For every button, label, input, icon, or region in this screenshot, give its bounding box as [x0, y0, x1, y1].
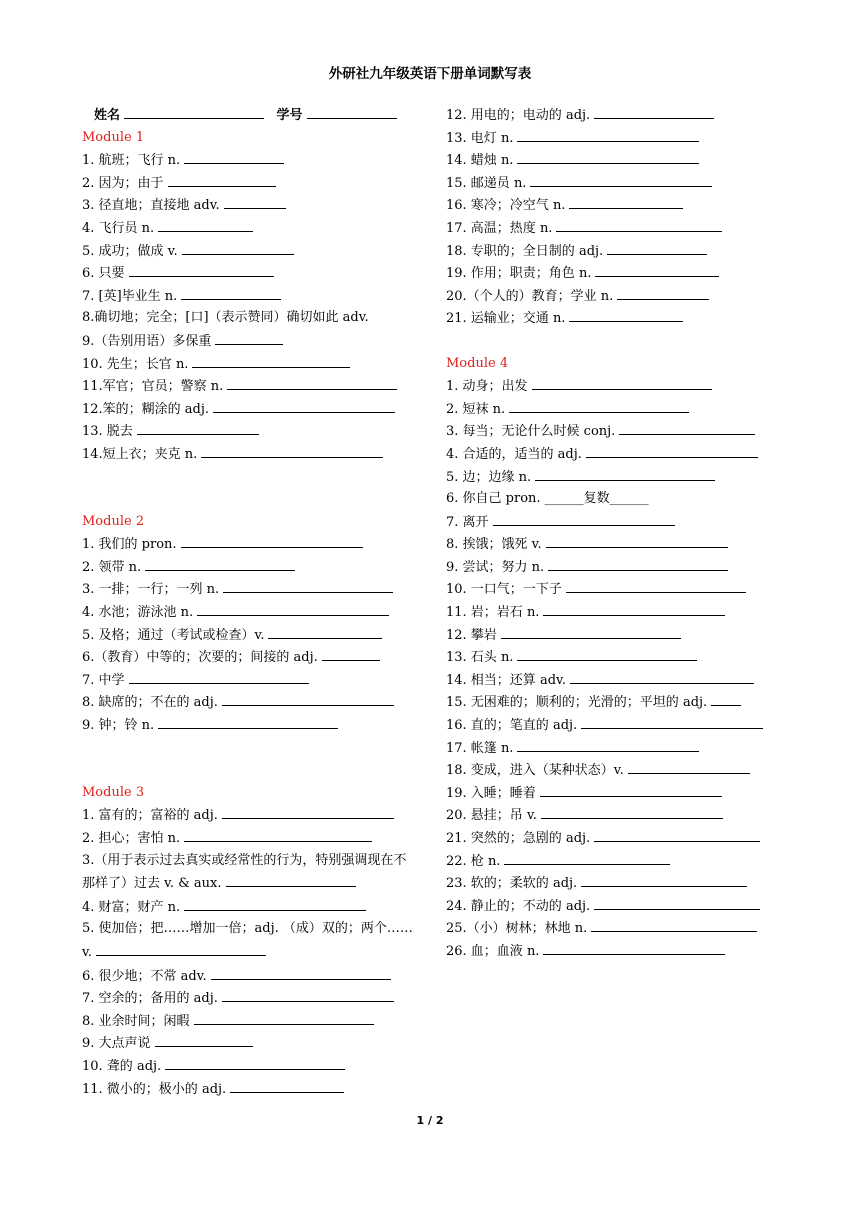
- vocab-item: [446, 307, 782, 330]
- vocab-prompt: 22. 枪 n.: [446, 853, 501, 869]
- vocab-prompt: 9. 尝试；努力 n.: [446, 559, 545, 575]
- vocab-item: [446, 149, 782, 172]
- answer-blank[interactable]: [570, 669, 754, 684]
- vocab-item: [446, 104, 782, 127]
- vocab-prompt: 17. 高温；热度 n.: [446, 220, 553, 236]
- vocab-item: [446, 714, 782, 737]
- vocab-prompt: 21. 运输业；交通 n.: [446, 311, 566, 327]
- answer-blank[interactable]: [129, 669, 309, 684]
- vocab-prompt: 4. 水池；游泳池 n.: [82, 605, 194, 621]
- answer-blank[interactable]: [181, 533, 363, 548]
- vocab-item: [446, 556, 782, 579]
- answer-blank[interactable]: [184, 896, 366, 911]
- answer-blank[interactable]: [591, 917, 757, 932]
- vocab-item: [446, 488, 782, 511]
- spacer: [82, 737, 418, 782]
- vocab-prompt: 1. 航班；飞行 n.: [82, 153, 181, 169]
- vocab-item: [446, 872, 782, 895]
- answer-blank[interactable]: [155, 1032, 253, 1047]
- vocab-prompt: 2. 因为；由于: [82, 175, 164, 191]
- vocab-item: [82, 420, 418, 443]
- vocab-item: [446, 737, 782, 760]
- answer-blank[interactable]: [224, 194, 286, 209]
- answer-blank[interactable]: [540, 782, 722, 797]
- answer-blank[interactable]: [96, 941, 266, 956]
- vocab-item: [446, 194, 782, 217]
- vocab-prompt: 6. 你自己 pron. ______复数______: [446, 491, 649, 507]
- vocab-prompt: 16. 直的；笔直的 adj.: [446, 718, 578, 734]
- answer-blank[interactable]: [145, 556, 295, 571]
- vocab-prompt: 7. 中学: [82, 672, 125, 688]
- vocab-item: [446, 850, 782, 873]
- vocab-prompt: 3. 径直地；直接地 adv.: [82, 198, 220, 214]
- vocab-item: [82, 330, 418, 353]
- vocab-prompt: 20.（个人的）教育；学业 n.: [446, 288, 614, 304]
- answer-blank[interactable]: [594, 827, 760, 842]
- vocab-item: [446, 804, 782, 827]
- vocab-prompt: 11. 微小的；极小的 adj.: [82, 1081, 227, 1097]
- vocab-item: [82, 827, 418, 850]
- module1-list: [82, 149, 418, 465]
- vocab-prompt: 21. 突然的；急剧的 adj.: [446, 831, 591, 846]
- answer-blank[interactable]: [543, 940, 725, 955]
- vocab-item: [446, 375, 782, 398]
- vocab-item: [82, 307, 418, 330]
- vocab-prompt: 17. 帐篷 n.: [446, 740, 514, 756]
- vocab-item: [446, 285, 782, 308]
- answer-blank[interactable]: [168, 172, 276, 187]
- vocab-item: [446, 917, 782, 940]
- vocab-prompt: 11. 岩；岩石 n.: [446, 605, 540, 621]
- answer-blank[interactable]: [594, 104, 714, 119]
- vocab-item: [82, 1032, 418, 1055]
- vocab-prompt: 8. 缺席的；不在的 adj.: [82, 695, 218, 711]
- answer-blank[interactable]: [222, 691, 394, 706]
- answer-blank[interactable]: [517, 646, 697, 661]
- answer-blank[interactable]: [595, 262, 719, 277]
- answer-blank[interactable]: [129, 262, 274, 277]
- answer-blank[interactable]: [268, 624, 382, 639]
- vocab-item: [82, 850, 418, 896]
- answer-blank[interactable]: [223, 578, 393, 593]
- vocab-item: [82, 172, 418, 195]
- answer-blank[interactable]: [184, 149, 284, 164]
- spacer: [82, 466, 418, 511]
- vocab-item: [82, 714, 418, 737]
- vocab-prompt: 18. 变成，进入（某种状态）v.: [446, 763, 624, 779]
- answer-blank[interactable]: [222, 987, 394, 1002]
- vocab-prompt: 4. 合适的，适当的 adj.: [446, 446, 582, 462]
- answer-blank[interactable]: [197, 601, 389, 616]
- answer-blank[interactable]: [517, 149, 699, 164]
- vocab-item: [82, 262, 418, 285]
- vocab-prompt: 13. 电灯 n.: [446, 130, 514, 146]
- right-column: [446, 104, 782, 963]
- vocab-item: [82, 353, 418, 376]
- vocab-item: [82, 1055, 418, 1078]
- vocab-item: [82, 285, 418, 308]
- vocab-item: [82, 217, 418, 240]
- answer-blank[interactable]: [211, 965, 391, 980]
- module-heading: Module 4: [446, 355, 509, 371]
- answer-blank[interactable]: [607, 240, 707, 255]
- vocab-item: [446, 578, 782, 601]
- answer-blank[interactable]: [617, 285, 709, 300]
- vocab-prompt: 3. 一排；一行；一列 n.: [82, 582, 220, 598]
- vocab-prompt: 16. 寒冷；冷空气 n.: [446, 198, 566, 214]
- answer-blank[interactable]: [543, 601, 725, 616]
- vocab-item: [446, 601, 782, 624]
- vocab-item: [82, 918, 418, 964]
- answer-blank[interactable]: [517, 737, 699, 752]
- answer-blank[interactable]: [535, 466, 715, 481]
- vocab-prompt: 9. 大点声说: [82, 1036, 151, 1052]
- vocab-prompt: 10. 先生；长官 n.: [82, 356, 189, 372]
- vocab-item: [82, 601, 418, 624]
- vocab-prompt: 26. 血；血液 n.: [446, 943, 540, 959]
- vocab-item: [82, 375, 418, 398]
- answer-blank[interactable]: [184, 827, 372, 842]
- answer-blank[interactable]: [227, 375, 397, 390]
- answer-blank[interactable]: [194, 1010, 374, 1025]
- vocab-prompt: 1. 动身；出发: [446, 379, 528, 395]
- vocab-prompt: 15. 无困难的；顺利的；光滑的；平坦的 adj.: [446, 695, 708, 711]
- vocab-prompt: 25.（小）树林；林地 n.: [446, 921, 588, 937]
- answer-blank[interactable]: [137, 420, 259, 435]
- answer-blank[interactable]: [501, 624, 681, 639]
- answer-blank[interactable]: [548, 556, 728, 571]
- answer-blank[interactable]: [586, 443, 758, 458]
- answer-blank[interactable]: [546, 533, 728, 548]
- vocab-prompt: 3. 每当；无论什么时候 conj.: [446, 424, 616, 440]
- vocab-prompt: 14.短上衣；夹克 n.: [82, 446, 198, 462]
- answer-blank[interactable]: [158, 217, 253, 232]
- vocab-item: [446, 646, 782, 669]
- spacer: [446, 330, 782, 353]
- vocab-item: [446, 172, 782, 195]
- vocab-prompt: 5. 及格；通过（考试或检查）v.: [82, 627, 265, 643]
- answer-blank[interactable]: [594, 895, 760, 910]
- vocab-item: [82, 578, 418, 601]
- vocab-prompt: 7. 空余的；备用的 adj.: [82, 991, 218, 1007]
- vocab-prompt: 14. 蜡烛 n.: [446, 153, 514, 169]
- vocab-item: [446, 262, 782, 285]
- vocab-item: [446, 895, 782, 918]
- vocab-prompt: 7. [英]毕业生 n.: [82, 288, 178, 304]
- vocab-item: [82, 1010, 418, 1033]
- vocab-item: [446, 782, 782, 805]
- vocab-item: [82, 533, 418, 556]
- answer-blank[interactable]: [213, 398, 395, 413]
- answer-blank[interactable]: [192, 353, 350, 368]
- vocab-item: [82, 965, 418, 988]
- vocab-prompt: 5. 边；边缘 n.: [446, 469, 532, 485]
- vocab-item: [446, 443, 782, 466]
- vocab-prompt: 6. 只要: [82, 266, 125, 282]
- vocab-prompt: 20. 悬挂；吊 v.: [446, 808, 537, 824]
- module3-continued-list: [446, 104, 782, 330]
- answer-blank[interactable]: [182, 240, 294, 255]
- vocab-prompt: 1. 富有的；富裕的 adj.: [82, 808, 218, 824]
- vocab-prompt: 6.（教育）中等的；次要的；间接的 adj.: [82, 650, 318, 666]
- vocab-prompt: 2. 领带 n.: [82, 559, 142, 575]
- vocab-prompt: 5. 使加倍；把……增加一倍；adj. （成）双的；两个……v.: [82, 921, 413, 960]
- id-blank[interactable]: [307, 104, 397, 119]
- vocab-prompt: 24. 静止的；不动的 adj.: [446, 898, 591, 914]
- vocab-item: [82, 691, 418, 714]
- answer-blank[interactable]: [566, 578, 746, 593]
- vocab-item: [82, 804, 418, 827]
- vocab-prompt: 12.笨的；糊涂的 adj.: [82, 401, 210, 417]
- vocab-item: [446, 669, 782, 692]
- name-id-row: [82, 104, 418, 127]
- answer-blank[interactable]: [556, 217, 722, 232]
- vocab-item: [446, 533, 782, 556]
- answer-blank[interactable]: [581, 872, 747, 887]
- vocab-item: [446, 217, 782, 240]
- vocab-prompt: 3.（用于表示过去真实或经常性的行为，特别强调现在不那样了）过去 v. & aux.: [82, 852, 407, 892]
- vocab-item: [82, 669, 418, 692]
- vocab-item: [82, 556, 418, 579]
- answer-blank[interactable]: [541, 804, 723, 819]
- answer-blank[interactable]: [532, 375, 712, 390]
- vocab-item: [82, 240, 418, 263]
- answer-blank[interactable]: [230, 1078, 344, 1093]
- vocab-item: [446, 827, 782, 850]
- vocab-prompt: 4. 财富；财产 n.: [82, 899, 181, 915]
- vocab-item: [446, 398, 782, 421]
- vocab-item: [446, 759, 782, 782]
- id-label: 学号: [276, 108, 303, 123]
- vocab-item: [82, 987, 418, 1010]
- vocab-item: [82, 194, 418, 217]
- page-number: 1 / 2: [416, 1114, 444, 1127]
- vocab-prompt: 18. 专职的；全日制的 adj.: [446, 243, 604, 259]
- vocab-prompt: 6. 很少地；不常 adv.: [82, 968, 207, 984]
- vocab-item: [446, 624, 782, 647]
- name-label: 姓名: [94, 108, 121, 123]
- vocab-prompt: 15. 邮递员 n.: [446, 175, 527, 191]
- module-heading: Module 3: [82, 784, 145, 800]
- vocab-prompt: 14. 相当；还算 adv.: [446, 672, 566, 688]
- vocab-prompt: 5. 成功；做成 v.: [82, 243, 178, 259]
- vocab-item: [446, 511, 782, 534]
- vocab-prompt: 2. 短袜 n.: [446, 401, 506, 417]
- answer-blank[interactable]: [201, 443, 383, 458]
- vocab-item: [82, 443, 418, 466]
- vocab-prompt: 13. 脱去: [82, 424, 133, 440]
- answer-blank[interactable]: [493, 511, 675, 526]
- vocab-prompt: 11.军官；官员；警察 n.: [82, 379, 224, 395]
- vocab-item: [446, 127, 782, 150]
- vocab-prompt: 12. 攀岩: [446, 627, 497, 643]
- answer-blank[interactable]: [504, 850, 670, 865]
- answer-blank[interactable]: [711, 691, 741, 706]
- answer-blank[interactable]: [158, 714, 338, 729]
- vocab-item: [82, 398, 418, 421]
- vocab-prompt: 2. 担心；害怕 n.: [82, 831, 181, 846]
- answer-blank[interactable]: [226, 872, 356, 887]
- answer-blank[interactable]: [165, 1055, 345, 1070]
- answer-blank[interactable]: [322, 646, 380, 661]
- answer-blank[interactable]: [581, 714, 763, 729]
- answer-blank[interactable]: [215, 330, 283, 345]
- answer-blank[interactable]: [569, 307, 683, 322]
- module4-list: [446, 375, 782, 962]
- vocab-prompt: 23. 软的；柔软的 adj.: [446, 876, 578, 892]
- vocab-prompt: 1. 我们的 pron.: [82, 537, 177, 553]
- answer-blank[interactable]: [517, 127, 699, 142]
- vocab-item: [446, 466, 782, 489]
- vocab-item: [446, 420, 782, 443]
- answer-blank[interactable]: [619, 420, 755, 435]
- vocab-prompt: 9. 钟；铃 n.: [82, 718, 155, 734]
- answer-blank[interactable]: [509, 398, 689, 413]
- vocab-item: [446, 240, 782, 263]
- answer-blank[interactable]: [530, 172, 712, 187]
- vocab-prompt: 19. 作用；职责；角色 n.: [446, 266, 592, 282]
- left-column: [82, 104, 418, 1100]
- vocab-prompt: 8.确切地；完全；[口]（表示赞同）确切如此 adv.: [82, 310, 369, 326]
- page-title: 外研社九年级英语下册单词默写表: [328, 66, 532, 82]
- answer-blank[interactable]: [222, 804, 394, 819]
- vocab-item: [82, 1078, 418, 1101]
- vocab-prompt: 10. 聋的 adj.: [82, 1058, 162, 1074]
- vocab-item: [82, 896, 418, 919]
- vocab-item: [82, 149, 418, 172]
- answer-blank[interactable]: [569, 194, 683, 209]
- vocab-item: [446, 940, 782, 963]
- module3-list: [82, 804, 418, 1100]
- name-blank[interactable]: [124, 104, 264, 119]
- vocab-prompt: 19. 入睡；睡着: [446, 785, 536, 801]
- answer-blank[interactable]: [628, 759, 750, 774]
- module-heading: Module 2: [82, 513, 145, 529]
- vocab-prompt: 9.（告别用语）多保重: [82, 333, 212, 349]
- vocab-prompt: 12. 用电的；电动的 adj.: [446, 108, 591, 123]
- vocab-prompt: 7. 离开: [446, 514, 489, 530]
- vocab-item: [82, 646, 418, 669]
- vocab-prompt: 8. 业余时间；闲暇: [82, 1013, 190, 1029]
- vocab-prompt: 10. 一口气；一下子: [446, 582, 562, 598]
- answer-blank[interactable]: [181, 285, 281, 300]
- vocab-prompt: 13. 石头 n.: [446, 650, 514, 666]
- module-heading: Module 1: [82, 129, 145, 145]
- vocab-item: [82, 624, 418, 647]
- vocab-prompt: 4. 飞行员 n.: [82, 220, 155, 236]
- vocab-item: [446, 691, 782, 714]
- module2-list: [82, 533, 418, 736]
- vocab-prompt: 8. 挨饿；饿死 v.: [446, 537, 542, 553]
